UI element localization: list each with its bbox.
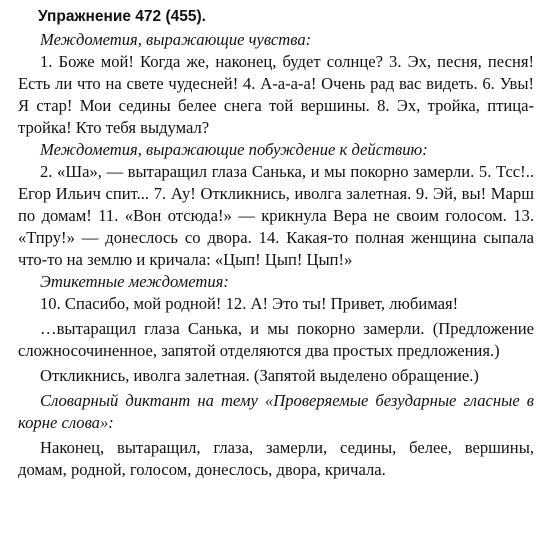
section-feelings xyxy=(18,29,534,139)
dictation-section xyxy=(18,390,534,481)
section-heading: Междометия, выражающие чувства: xyxy=(40,30,312,49)
section-heading: Междометия, выражающие побуждение к действию: xyxy=(40,140,428,159)
section-text: 10. Спасибо, мой родной! 12. А! Это ты! Привет, любимая! xyxy=(40,294,459,313)
section-motivation xyxy=(18,139,534,271)
analysis-paragraph: …вытаращил глаза Санька, и мы покорно замерли. (Предложение сложносочиненное, запятой отделяются два простых предложения.) xyxy=(18,319,534,360)
section-text: 2. «Ша», — вытаращил глаза Санька, и мы покорно замерли. 5. Тсс!.. Егор Ильич спит... 7. Ау! Откликнись, иволга залетная. 9. Эй, вы! Марш по домам! 11. «Вон отсюда!» — крикнула Вера не своим голосом. 13. «Тпру!» — донеслось со двора. 14. Какая-то полная женщина сыпала что-то на землю и кричала: «Цып! Цып! Цып!» xyxy=(18,162,534,269)
section-text: 1. Боже мой! Когда же, наконец, будет солнце? 3. Эх, песня, песня! Есть ли что на свете чудесней! 4. А-а-а-а! Очень рад вас видеть. 6. Увы! Я стар! Мои седины белее снега той вершины. 8. Эх, тройка, птица-тройка! Кто тебя выдумал? xyxy=(18,52,534,137)
exercise-title: Упражнение 472 (455). xyxy=(38,8,206,25)
analysis-paragraph: Откликнись, иволга залетная. (Запятой выделено обращение.) xyxy=(40,366,479,385)
section-heading: Этикетные междометия: xyxy=(40,272,229,291)
section-etiquette xyxy=(18,271,534,315)
dictation-text: Наконец, вытаращил, глаза, замерли, седины, белее, вершины, домам, родной, голосом, донеслось, двора, кричала. xyxy=(18,438,534,479)
dictation-heading: Словарный диктант на тему «Проверяемые безударные гласные в корне слова»: xyxy=(18,391,534,432)
